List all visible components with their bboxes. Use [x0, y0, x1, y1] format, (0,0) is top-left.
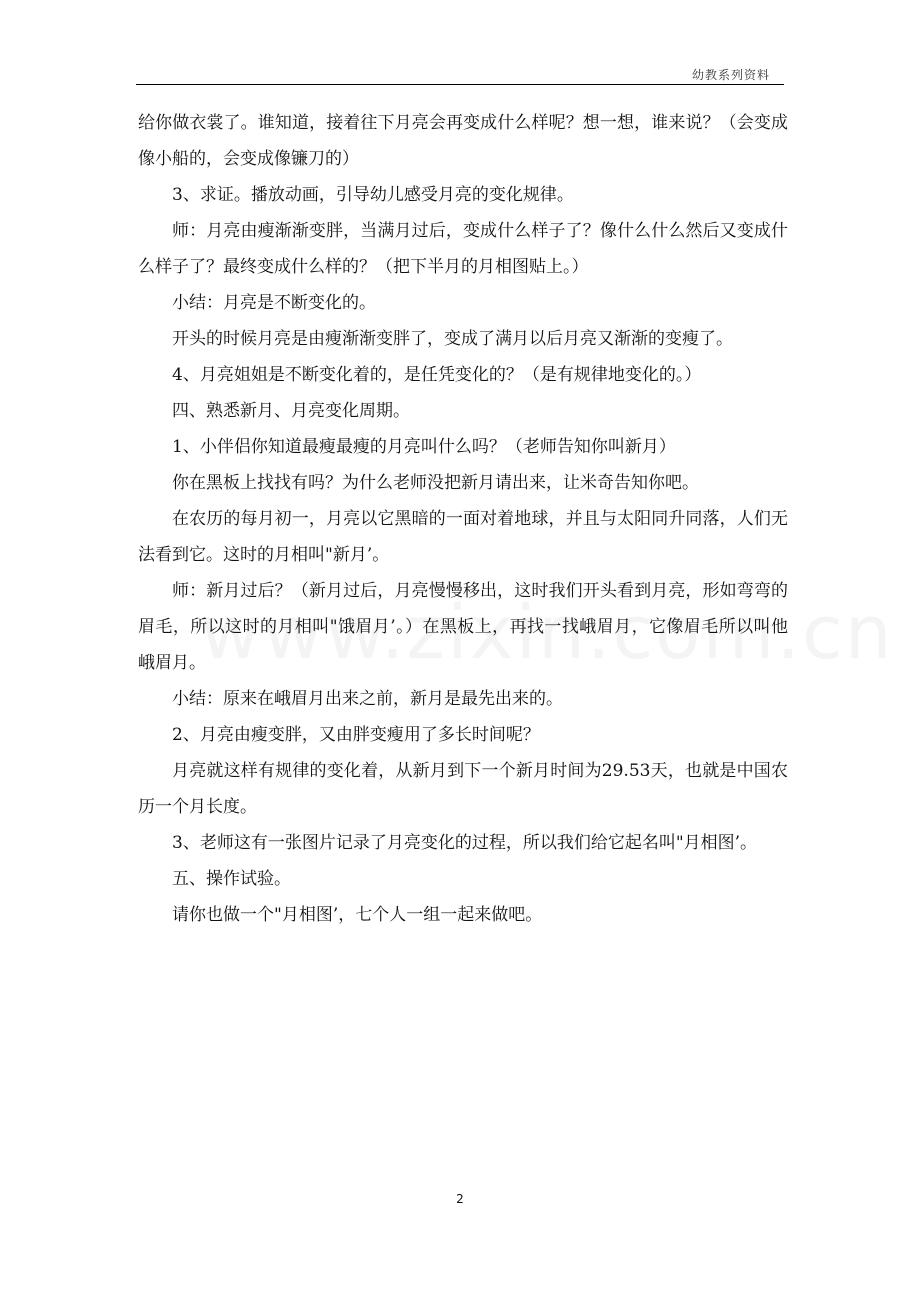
paragraph-13: 2、月亮由瘦变胖，又由胖变瘦用了多长时间呢？ [172, 725, 540, 745]
paragraph-14: 月亮就这样有规律的变化着，从新月到下一个新月时间为29.53天，也就是中国农历一个月长度。 [138, 761, 788, 817]
paragraph-4: 小结：月亮是不断变化的。 [172, 293, 376, 313]
page-header-title: 幼教系列资料 [691, 68, 770, 82]
document-body [138, 105, 788, 933]
section-heading-5: 五、操作试验。 [172, 869, 291, 889]
paragraph-17: 请你也做一个"月相图’，七个人一组一起来做吧。 [172, 905, 543, 925]
section-heading-4: 四、熟悉新月、月亮变化周期。 [172, 401, 410, 421]
paragraph-15: 3、老师这有一张图片记录了月亮变化的过程，所以我们给它起名叫"月相图’。 [172, 833, 758, 853]
page-number: 2 [456, 1192, 464, 1206]
paragraph-8: 1、小伴侣你知道最瘦最瘦的月亮叫什么吗？（老师告知你叫新月） [172, 437, 676, 457]
paragraph-10: 在农历的每月初一，月亮以它黑暗的一面对着地球，并且与太阳同升同落，人们无法看到它。这时的月相叫"新月’。 [138, 509, 788, 565]
paragraph-11: 师：新月过后？（新月过后，月亮慢慢移出，这时我们开头看到月亮，形如弯弯的眉毛，所以这时的月相叫"饿眉月’。）在黑板上，再找一找峨眉月，它像眉毛所以叫他峨眉月。 [138, 581, 788, 673]
paragraph-12: 小结：原来在峨眉月出来之前，新月是最先出来的。 [172, 689, 563, 709]
paragraph-9: 你在黑板上找找有吗？为什么老师没把新月请出来，让米奇告知你吧。 [172, 473, 699, 493]
paragraph-3: 师：月亮由瘦渐渐变胖，当满月过后，变成什么样子了？像什么什么然后又变成什么样子了？最终变成什么样的？（把下半月的月相图贴上。） [138, 221, 788, 277]
paragraph-5: 开头的时候月亮是由瘦渐渐变胖了，变成了满月以后月亮又渐渐的变瘦了。 [172, 329, 733, 349]
header-divider [136, 84, 784, 85]
paragraph-2: 3、求证。播放动画，引导幼儿感受月亮的变化规律。 [172, 185, 574, 205]
paragraph-1: 给你做衣裳了。谁知道，接着往下月亮会再变成什么样呢？想一想，谁来说？（会变成像小船的，会变成像镰刀的） [138, 113, 788, 169]
paragraph-6: 4、月亮姐姐是不断变化着的，是任凭变化的？（是有规律地变化的。） [172, 365, 702, 385]
